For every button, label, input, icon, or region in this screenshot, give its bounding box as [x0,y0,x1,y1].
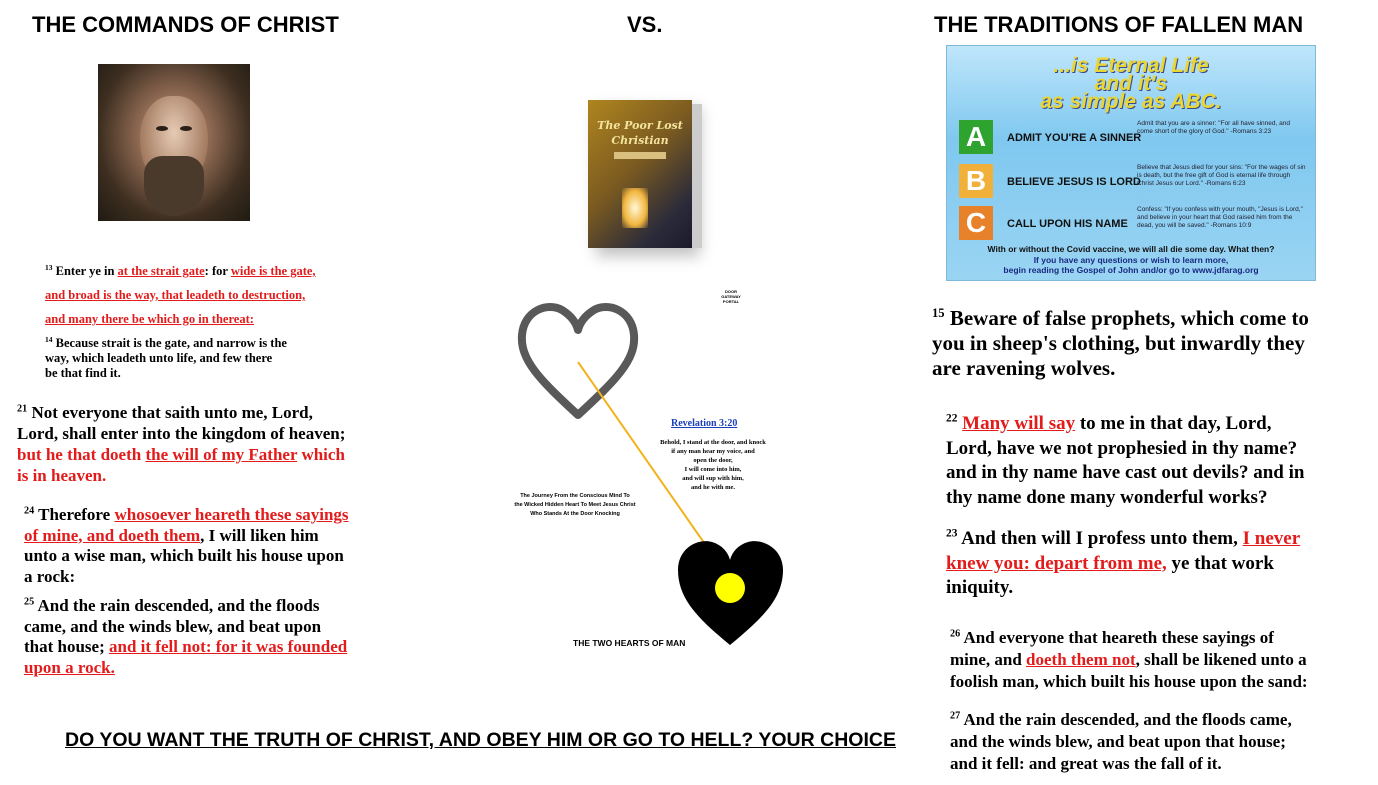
outline-heart-icon [522,307,634,415]
verse-14-block: $^{14}$ Because strait is the gate, and narrow is the way, which leadeth unto life, and few there be that find it. [45,334,287,380]
banner-row-desc: Admit that you are a sinner: "For all have sinned, and come short of the glory of God." -Romans 3:23 [1137,120,1290,135]
vs-heading: VS. [627,12,663,37]
banner-row-label: ADMIT YOU'RE A SINNER [1007,132,1142,144]
verse-23-block: $^{23}$ And then will I profess unto them, I never knew you: depart from me, ye that work iniquity. [946,527,1301,598]
banner-row-c [959,206,1309,242]
verse-24-block: $^{24}$ Therefore whosoever heareth these sayings of mine, and doeth them, I will liken him unto a wise man, which built his house upon a rock: [24,505,349,586]
banner-title-line1: ...is Eternal Life [1053,54,1209,77]
banner-row-b [959,164,1309,200]
banner-row-desc: Believe that Jesus died for your sins: "For the wages of sin is death, but the free gift of God is eternal life through Christ Jesus our Lord." -Romans 6:23 [1137,164,1306,187]
revelation-link[interactable]: Revelation 3:20 [671,418,738,429]
bottom-question: DO YOU WANT THE TRUTH OF CHRIST, AND OBEY HIM OR GO TO HELL? YOUR CHOICE [65,729,896,751]
book-title-line2: Christian [611,134,669,147]
journey-caption: The Journey From the Conscious Mind To the Wicked Hidden Heart To Meet Jesus Christ Who Stands At the Door Knocking [514,493,636,517]
door-label: DOOR GATEWAY PORTAL [721,289,741,304]
two-hearts-caption: THE TWO HEARTS OF MAN [573,638,686,648]
verse-25-block: $^{25}$ And the rain descended, and the floods came, and the winds blew, and beat upon that house; and it fell not: for it was founded upon a rock. [24,596,348,677]
verse-21-block: $^{21}$ Not everyone that saith unto me, Lord, Lord, shall enter into the kingdom of heaven; but he that doeth the will of my Father which is in heaven. [17,403,346,485]
banner-footer-line1: With or without the Covid vaccine, we will all die some day. What then? [987,244,1275,254]
verse-26-block: $^{26}$ And everyone that heareth these sayings of mine, and doeth them not, shall be likened unto a foolish man, which built his house upon the sand: [950,628,1308,691]
letter-block-b: B [959,164,993,198]
verse-27-block: $^{27}$ And the rain descended, and the floods came, and the winds blew, and beat upon that house; and it fell: and great was the fall of it. [950,710,1292,773]
banner-footer-line3: begin reading the Gospel of John and/or go to www.jdfarag.org [1003,265,1259,275]
banner-row-label: BELIEVE JESUS IS LORD [1007,176,1141,188]
banner-row-label: CALL UPON HIS NAME [1007,218,1128,230]
christ-portrait-image [98,64,250,221]
banner-row-a [959,120,1309,156]
banner-row-desc: Confess: "If you confess with your mouth, "Jesus is Lord," and believe in your heart that God raised him from the dead, you will be saved." -Romans 10:9 [1137,206,1303,229]
verse-13-block: $^{13}$ Enter ye in at the strait gate: for wide is the gate, and broad is the way, that leadeth to destruction, and many there be which go in thereat: [45,262,316,326]
left-heading: THE COMMANDS OF CHRIST [32,12,339,37]
banner-footer-line2: If you have any questions or wish to learn more, [1033,255,1229,265]
revelation-text: Behold, I stand at the door, and knock if any man hear my voice, and open the door, I will come into him, and will sup with him, and he with me. [660,439,766,491]
right-heading: THE TRADITIONS OF FALLEN MAN [934,12,1304,37]
letter-block-a: A [959,120,993,154]
banner-title-line2: and it's [1094,72,1168,95]
verse-22-block: $^{22}$ Many will say to me in that day, Lord, Lord, have we not prophesied in thy name? and in thy name have cast out devils? and in thy name done many wonderful works? [946,412,1305,508]
banner-title-line3: as simple as ABC. [1040,90,1222,113]
book-title-line1: The Poor Lost [597,119,683,132]
verse-15-block: $^{15}$ Beware of false prophets, which come to you in sheep's clothing, but inwardly they are ravening wolves. [932,306,1309,380]
book-cover-image [588,100,692,248]
letter-block-c: C [959,206,993,240]
door-circle [715,573,745,603]
abc-banner-image [946,45,1316,281]
